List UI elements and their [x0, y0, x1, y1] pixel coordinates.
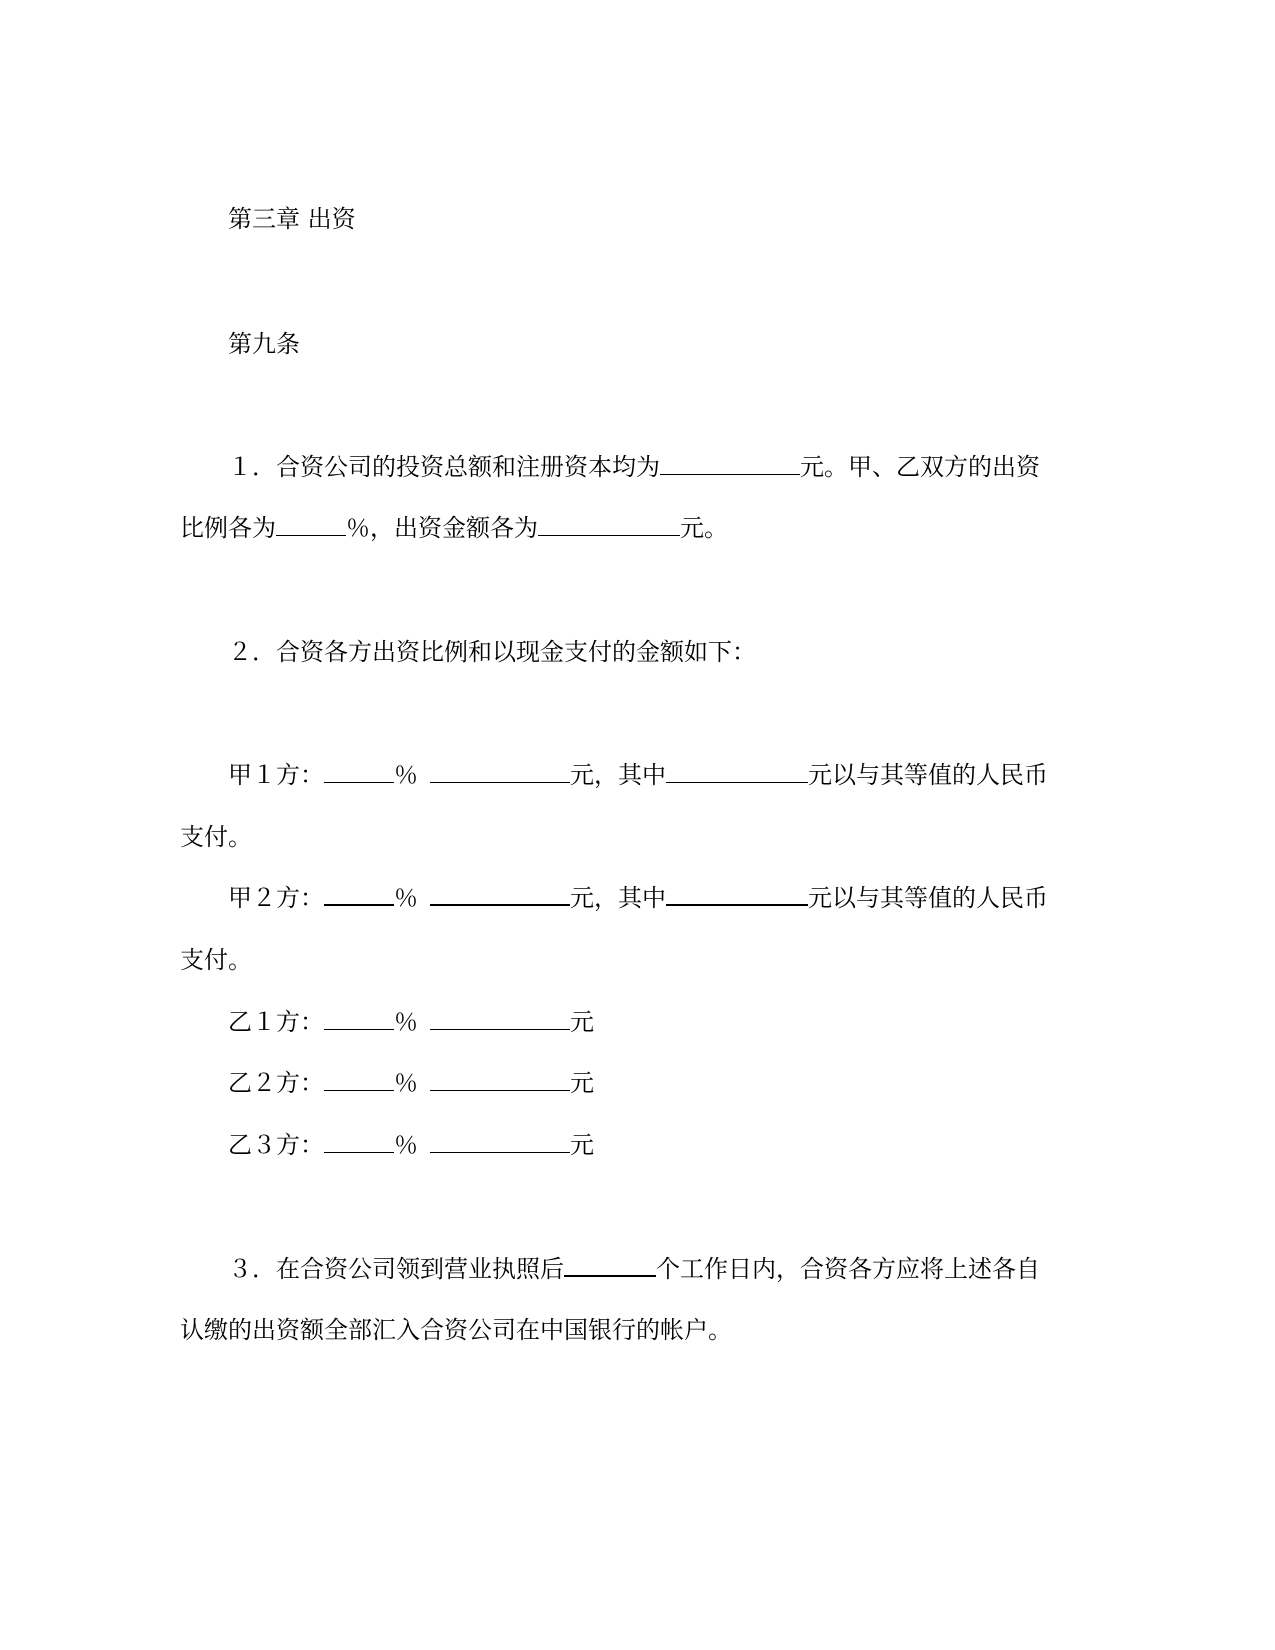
- chapter-heading: [228, 205, 356, 233]
- party-rmb-portion-blank: [666, 762, 808, 783]
- party-amount-blank: [430, 1132, 570, 1153]
- party-label: 乙１方：: [228, 1008, 324, 1036]
- party-a1-line: [228, 761, 1048, 789]
- clause-1-line-2: [180, 514, 728, 542]
- party-text-after-amount: 元，其中: [570, 884, 666, 912]
- percent-sign: ％: [394, 884, 418, 912]
- clause-1-text-before-total: １．合资公司的投资总额和注册资本均为: [228, 453, 660, 481]
- party-amount-blank: [430, 1009, 570, 1030]
- party-percent-blank: [324, 1070, 394, 1091]
- party-a2-continuation: [180, 946, 252, 974]
- party-b2-line: [228, 1069, 594, 1097]
- party-text-after-amount: 元: [570, 1131, 594, 1159]
- party-continuation-text: 支付。: [180, 823, 252, 851]
- party-continuation-text: 支付。: [180, 946, 252, 974]
- party-a2-line: [228, 884, 1048, 912]
- party-text-after-amount: 元: [570, 1069, 594, 1097]
- working-days-blank: [564, 1255, 656, 1277]
- party-b3-line: [228, 1131, 594, 1159]
- clause-1-text-after-amount: 元。: [680, 514, 728, 542]
- party-percent-blank: [324, 1132, 394, 1153]
- party-label: 乙２方：: [228, 1069, 324, 1097]
- party-a1-continuation: [180, 823, 252, 851]
- party-text-after-portion: 元以与其等值的人民币: [808, 761, 1048, 789]
- party-percent-blank: [324, 1009, 394, 1030]
- party-label: 甲２方：: [228, 884, 324, 912]
- clause-2-intro-text: ２．合资各方出资比例和以现金支付的金额如下：: [228, 638, 756, 666]
- clause-3-line-2: [180, 1316, 732, 1344]
- clause-3-continuation: 认缴的出资额全部汇入合资公司在中国银行的帐户。: [180, 1316, 732, 1344]
- party-percent-blank: [324, 884, 394, 906]
- party-label: 乙３方：: [228, 1131, 324, 1159]
- contribution-amount-blank: [538, 515, 680, 536]
- party-percent-blank: [324, 762, 394, 783]
- clause-3-line-1: [228, 1255, 1040, 1283]
- percent-sign: ％: [394, 1008, 418, 1036]
- clause-3-text-after-days: 个工作日内，合资各方应将上述各自: [656, 1255, 1040, 1283]
- party-amount-blank: [430, 762, 570, 783]
- party-b1-line: [228, 1008, 594, 1036]
- ratio-blank: [276, 515, 346, 536]
- party-amount-blank: [430, 884, 570, 906]
- total-investment-blank: [660, 454, 800, 475]
- chapter-title: 第三章 出资: [228, 205, 356, 233]
- clause-1-text-before-amount: ，出资金额各为: [370, 514, 538, 542]
- clause-1-line-1: [228, 453, 1040, 481]
- party-text-after-amount: 元，其中: [570, 761, 666, 789]
- party-text-after-portion: 元以与其等值的人民币: [808, 884, 1048, 912]
- clause-1-text-before-ratio: 比例各为: [180, 514, 276, 542]
- party-text-after-amount: 元: [570, 1008, 594, 1036]
- percent-sign: ％: [394, 761, 418, 789]
- clause-1-text-after-total: 元。甲、乙双方的出资: [800, 453, 1040, 481]
- party-label: 甲１方：: [228, 761, 324, 789]
- article-heading: [228, 330, 300, 358]
- percent-sign: ％: [394, 1131, 418, 1159]
- party-rmb-portion-blank: [666, 884, 808, 906]
- party-amount-blank: [430, 1070, 570, 1091]
- clause-2-intro: [228, 638, 756, 666]
- percent-sign: ％: [394, 1069, 418, 1097]
- clause-3-text-before-days: ３．在合资公司领到营业执照后: [228, 1255, 564, 1283]
- percent-sign: ％: [346, 514, 370, 542]
- article-title: 第九条: [228, 330, 300, 358]
